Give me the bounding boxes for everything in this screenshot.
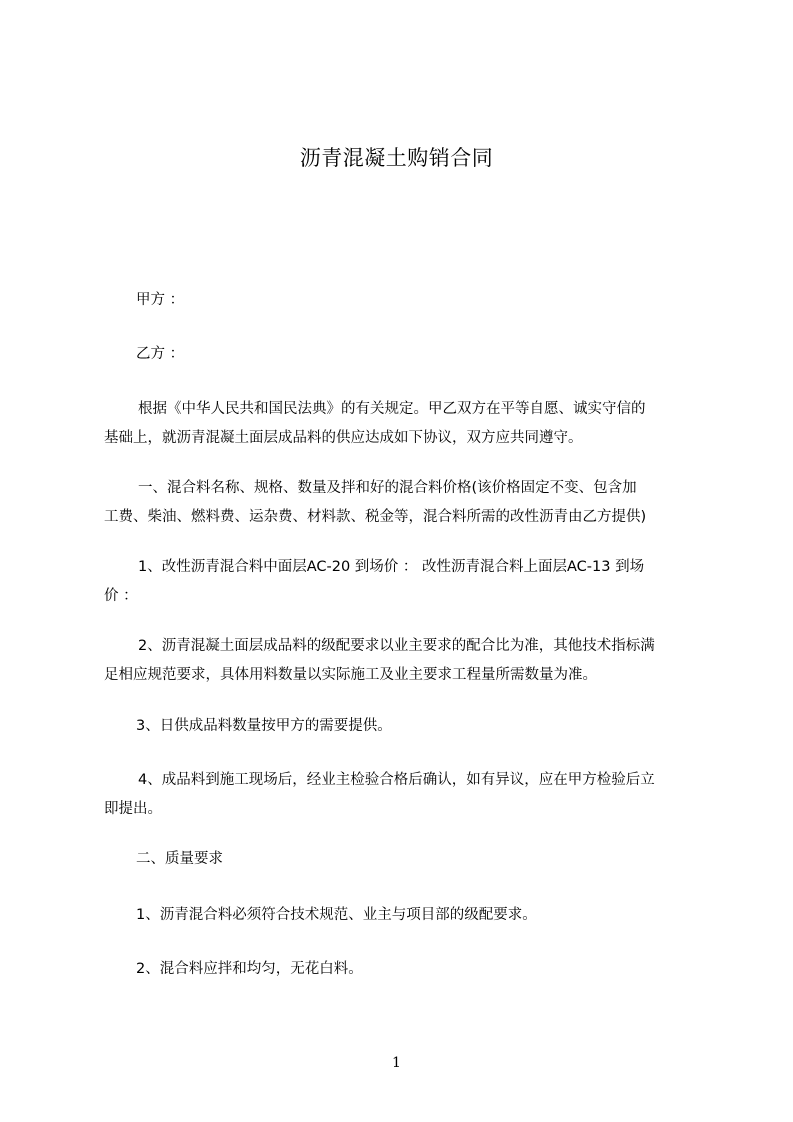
section1-item-2-line-1: 2、沥青混凝土面层成品料的级配要求以业主要求的配合比为准，其他技术指标满 — [138, 638, 655, 654]
section1-item-2 — [104, 632, 712, 690]
section1-item-3: 3、日供成品料数量按甲方的需要提供。 — [136, 718, 392, 734]
preamble-line-2: 基础上，就沥青混凝土面层成品料的供应达成如下协议，双方应共同遵守。 — [104, 430, 583, 446]
section1-item-4-line-2: 即提出。 — [104, 801, 162, 817]
section1-heading — [104, 474, 712, 532]
section2-item-2: 2、混合料应拌和均匀，无花白料。 — [136, 961, 363, 977]
section1-item-4-line-1: 4、成品料到施工现场后，经业主检验合格后确认，如有异议，应在甲方检验后立 — [138, 772, 655, 788]
section1-heading-line-1: 一、混合料名称、规格、数量及拌和好的混合料价格(该价格固定不变、包含加 — [138, 480, 637, 496]
preamble-line-1: 根据《中华人民共和国民法典》的有关规定。甲乙双方在平等自愿、诚实守信的 — [138, 401, 646, 417]
section1-item-1 — [104, 553, 712, 611]
party-b-line: 乙方 ： — [136, 346, 185, 362]
party-a-line: 甲方 ： — [136, 292, 185, 308]
section1-item-4 — [104, 766, 712, 824]
section2-item-1: 1、沥青混合料必须符合技术规范、业主与项目部的级配要求。 — [136, 907, 537, 923]
section1-item-2-line-2: 足相应规范要求，具体用料数量以实际施工及业主要求工程量所需数量为准。 — [104, 667, 597, 683]
document-title: 沥青混凝土购销合同 — [299, 146, 494, 170]
section1-heading-line-2: 工费、柴油、燃料费、运杂费、材料款、税金等，混合料所需的改性沥青由乙方提供) — [104, 509, 647, 525]
page-number: 1 — [392, 1055, 401, 1071]
section2-heading: 二、质量要求 — [136, 851, 223, 867]
section1-item-1-line-1: 1、改性沥青混合料中面层AC-20 到场价 ： 改性沥青混合料上面层AC-13 到场 — [138, 559, 645, 575]
preamble-paragraph — [104, 395, 712, 453]
section1-item-1-line-2: 价 ： — [104, 588, 138, 604]
